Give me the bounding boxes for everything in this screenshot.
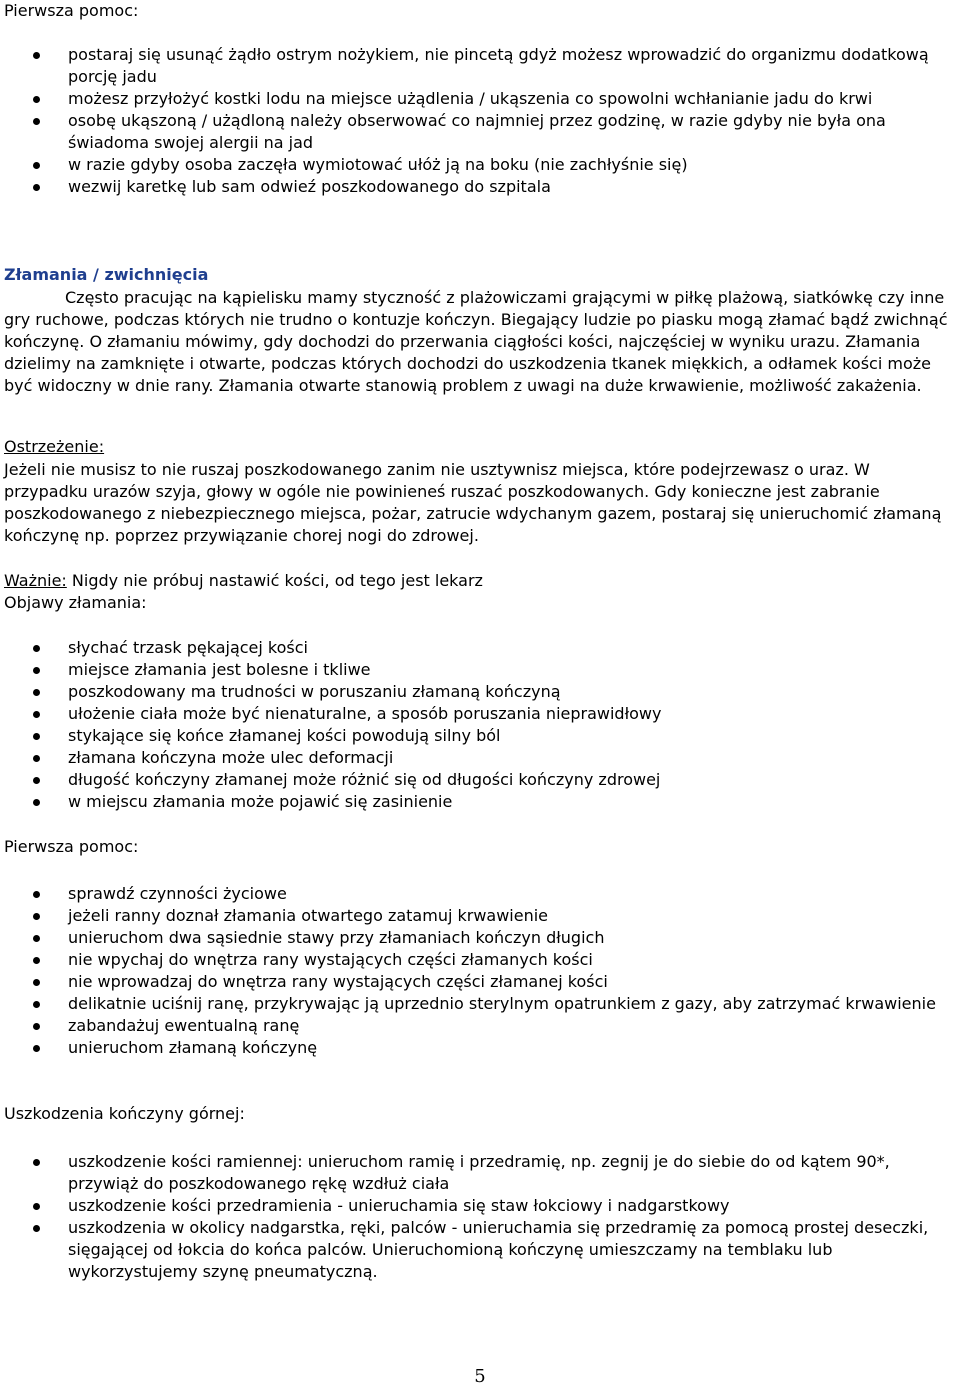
first-aid-heading: Pierwsza pomoc: [4, 1, 139, 20]
bullet-icon [33, 667, 40, 674]
bullet-icon [33, 1001, 40, 1008]
list-item: unieruchom dwa sąsiednie stawy przy złamaniach kończyn długich [0, 927, 956, 949]
symptoms-list [0, 637, 956, 813]
bullet-icon [33, 957, 40, 964]
bullet-icon [33, 935, 40, 942]
bullet-icon [33, 979, 40, 986]
bullet-icon [33, 689, 40, 696]
bullet-icon [33, 645, 40, 652]
warning-label: Ostrzeżenie: [4, 437, 105, 456]
important-note: Ważnie: Nigdy nie próbuj nastawić kości, od tego jest lekarz [4, 571, 483, 590]
page-number: 5 [474, 1366, 486, 1387]
list-item: miejsce złamania jest bolesne i tkliwe [0, 659, 956, 681]
list-item: wezwij karetkę lub sam odwieź poszkodowanego do szpitala [0, 176, 956, 198]
bullet-icon [33, 755, 40, 762]
symptoms-heading: Objawy złamania: [4, 593, 147, 612]
list-item: ułożenie ciała może być nienaturalne, a sposób poruszania nieprawidłowy [0, 703, 956, 725]
bullet-icon [33, 52, 40, 59]
first-aid-list [0, 44, 956, 198]
fractures-heading: Złamania / zwichnięcia [4, 265, 209, 284]
list-item: słychać trzask pękającej kości [0, 637, 956, 659]
bullet-icon [33, 1203, 40, 1210]
list-item: postaraj się usunąć żądło ostrym nożykiem, nie pincetą gdyż możesz wprowadzić do organizmu dodatkową porcję jadu [0, 44, 956, 88]
list-item: stykające się końce złamanej kości powodują silny ból [0, 725, 956, 747]
bullet-icon [33, 891, 40, 898]
list-item: nie wpychaj do wnętrza rany wystających części złamanych kości [0, 949, 956, 971]
list-item: w razie gdyby osoba zaczęła wymiotować ułóż ją na boku (nie zachłyśnie się) [0, 154, 956, 176]
bullet-icon [33, 1159, 40, 1166]
upper-limb-heading: Uszkodzenia kończyny górnej: [4, 1104, 245, 1123]
bullet-icon [33, 184, 40, 191]
bullet-icon [33, 733, 40, 740]
list-item: uszkodzenie kości przedramienia - unieruchamia się staw łokciowy i nadgarstkowy [0, 1195, 956, 1217]
list-item: w miejscu złamania może pojawić się zasinienie [0, 791, 956, 813]
bullet-icon [33, 1225, 40, 1232]
list-item: złamana kończyna może ulec deformacji [0, 747, 956, 769]
list-item: unieruchom złamaną kończynę [0, 1037, 956, 1059]
bullet-icon [33, 913, 40, 920]
list-item: zabandażuj ewentualną ranę [0, 1015, 956, 1037]
list-item: długość kończyny złamanej może różnić się od długości kończyny zdrowej [0, 769, 956, 791]
warning-text: Jeżeli nie musisz to nie ruszaj poszkodowanego zanim nie usztywnisz miejsca, które podejrzewasz o uraz. W przypadku urazów szyja, głowy w ogóle nie powinieneś ruszać poszkodowanych. Gdy konieczne jest zabranie poszkodowanego z niebezpiecznego miejsca, pożar, zatrucie wdychanym gazem, postaraj się unieruchomić złamaną kończynę np. poprzez przywiązanie chorej nogi do zdrowej. [4, 460, 942, 545]
list-item: sprawdź czynności życiowe [0, 883, 956, 905]
upper-limb-list [0, 1151, 956, 1283]
fractures-intro: Często pracując na kąpielisku mamy styczność z plażowiczami grającymi w piłkę plażową, siatkówkę czy inne gry ruchowe, podczas których nie trudno o kontuzje kończyn. Biegający ludzie po piasku mogą złamać bądź zwichnąć kończynę. O złamaniu mówimy, gdy dochodzi do przerwania ciągłości kości, najczęściej w wyniku urazu. Złamania dzielimy na zamknięte i otwarte, podczas których dochodzi do uszkodzenia tkanek miękkich, a odłamek kości może być widoczny w dnie rany. Złamania otwarte stanowią problem z uwagi na duże krwawienie, możliwość zakażenia. [4, 288, 948, 395]
bullet-icon [33, 1045, 40, 1052]
bullet-icon [33, 1023, 40, 1030]
bullet-icon [33, 777, 40, 784]
list-item: osobę ukąszoną / użądloną należy obserwować co najmniej przez godzinę, w razie gdyby nie była ona świadoma swojej alergii na jad [0, 110, 956, 154]
bullet-icon [33, 118, 40, 125]
bullet-icon [33, 711, 40, 718]
list-item: uszkodzenie kości ramiennej: unieruchom ramię i przedramię, np. zegnij je do siebie do od kątem 90*, przywiąż do poszkodowanego rękę wzdłuż ciała [0, 1151, 956, 1195]
list-item: możesz przyłożyć kostki lodu na miejsce użądlenia / ukąszenia co spowolni wchłanianie jadu do krwi [0, 88, 956, 110]
list-item: jeżeli ranny doznał złamania otwartego zatamuj krwawienie [0, 905, 956, 927]
bullet-icon [33, 96, 40, 103]
list-item: uszkodzenia w okolicy nadgarstka, ręki, palców - unieruchamia się przedramię za pomocą prostej deseczki, sięgającej od łokcia do końca palców. Unieruchomioną kończynę umieszczamy na temblaku lub wykorzystujemy szynę pneumatyczną. [0, 1217, 956, 1283]
list-item: nie wprowadzaj do wnętrza rany wystających części złamanej kości [0, 971, 956, 993]
list-item: poszkodowany ma trudności w poruszaniu złamaną kończyną [0, 681, 956, 703]
bullet-icon [33, 799, 40, 806]
list-item: delikatnie uciśnij ranę, przykrywając ją uprzednio sterylnym opatrunkiem z gazy, aby zatrzymać krwawienie [0, 993, 956, 1015]
first-aid-fracture-heading: Pierwsza pomoc: [4, 837, 139, 856]
bullet-icon [33, 162, 40, 169]
first-aid-fracture-list [0, 883, 956, 1059]
